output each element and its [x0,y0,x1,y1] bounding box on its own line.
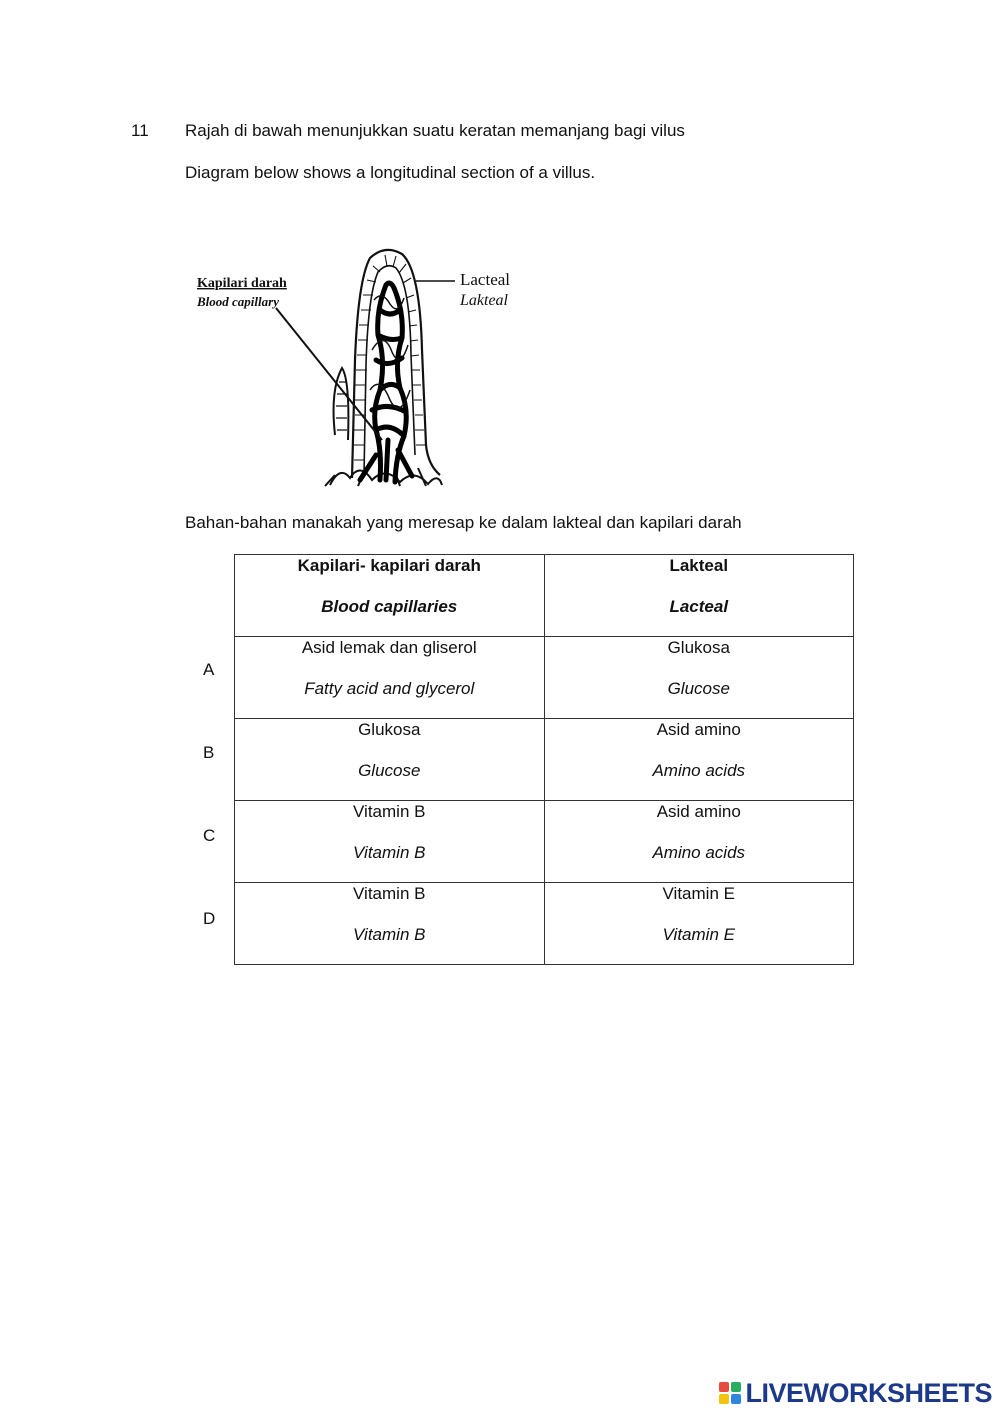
cell-sub: Vitamin B [353,925,426,944]
cell-capillaries [235,637,545,719]
question-number: 11 [131,121,149,140]
cell-lacteal [544,719,854,801]
header-sub: Blood capillaries [321,597,458,616]
cell-main: Asid amino [656,720,741,739]
table-row [235,637,854,719]
header-main: Lakteal [669,556,729,575]
question-text-english: Diagram below shows a longitudinal section of a villus. [185,163,596,182]
cell-main: Vitamin B [353,802,426,821]
table-header-row [235,555,854,637]
option-label-d: D [203,909,216,928]
table-row [235,801,854,883]
cell-sub: Glucose [358,761,421,780]
answer-options-table [234,554,854,965]
cell-sub: Amino acids [652,843,746,862]
villus-base-tissue [325,468,442,486]
cell-main: Vitamin E [662,884,735,903]
liveworksheets-wordmark: LIVEWORKSHEETS [745,1377,992,1408]
header-cell-capillaries [235,555,545,637]
side-villus-outline [334,368,349,440]
cell-main: Glukosa [667,638,730,657]
cell-lacteal [544,637,854,719]
table-row [235,883,854,965]
option-label-c: C [203,826,216,845]
label-capillary-english: Blood capillary [197,294,279,309]
cell-sub: Glucose [667,679,730,698]
option-label-b: B [203,743,215,762]
cell-main: Asid amino [656,802,741,821]
liveworksheets-logo-icon [719,1382,741,1404]
cell-main: Glukosa [358,720,421,739]
cell-sub: Vitamin B [353,843,426,862]
cell-main: Vitamin B [353,884,426,903]
cell-lacteal [544,801,854,883]
cell-sub: Vitamin E [662,925,735,944]
cell-capillaries [235,801,545,883]
capillary-network [360,283,412,482]
cell-main: Asid lemak dan gliserol [301,638,477,657]
label-lacteal-malay: Lakteal [460,292,508,309]
cell-capillaries [235,883,545,965]
liveworksheets-branding [719,1377,992,1409]
cell-sub: Amino acids [652,761,746,780]
question-prompt: Bahan-bahan manakah yang meresap ke dalam lakteal dan kapilari darah [185,513,742,532]
cell-capillaries [235,719,545,801]
header-main: Kapilari- kapilari darah [297,556,481,575]
header-sub: Lacteal [669,597,729,616]
option-label-a: A [203,660,215,679]
question-text-malay: Rajah di bawah menunjukkan suatu keratan memanjang bagi vilus [185,121,685,140]
villus-diagram [190,240,530,495]
label-capillary-malay: Kapilari darah [197,276,287,291]
header-cell-lacteal [544,555,854,637]
cell-lacteal [544,883,854,965]
table-row [235,719,854,801]
label-lacteal-english: Lacteal [460,270,511,289]
cell-sub: Fatty acid and glycerol [304,679,475,698]
